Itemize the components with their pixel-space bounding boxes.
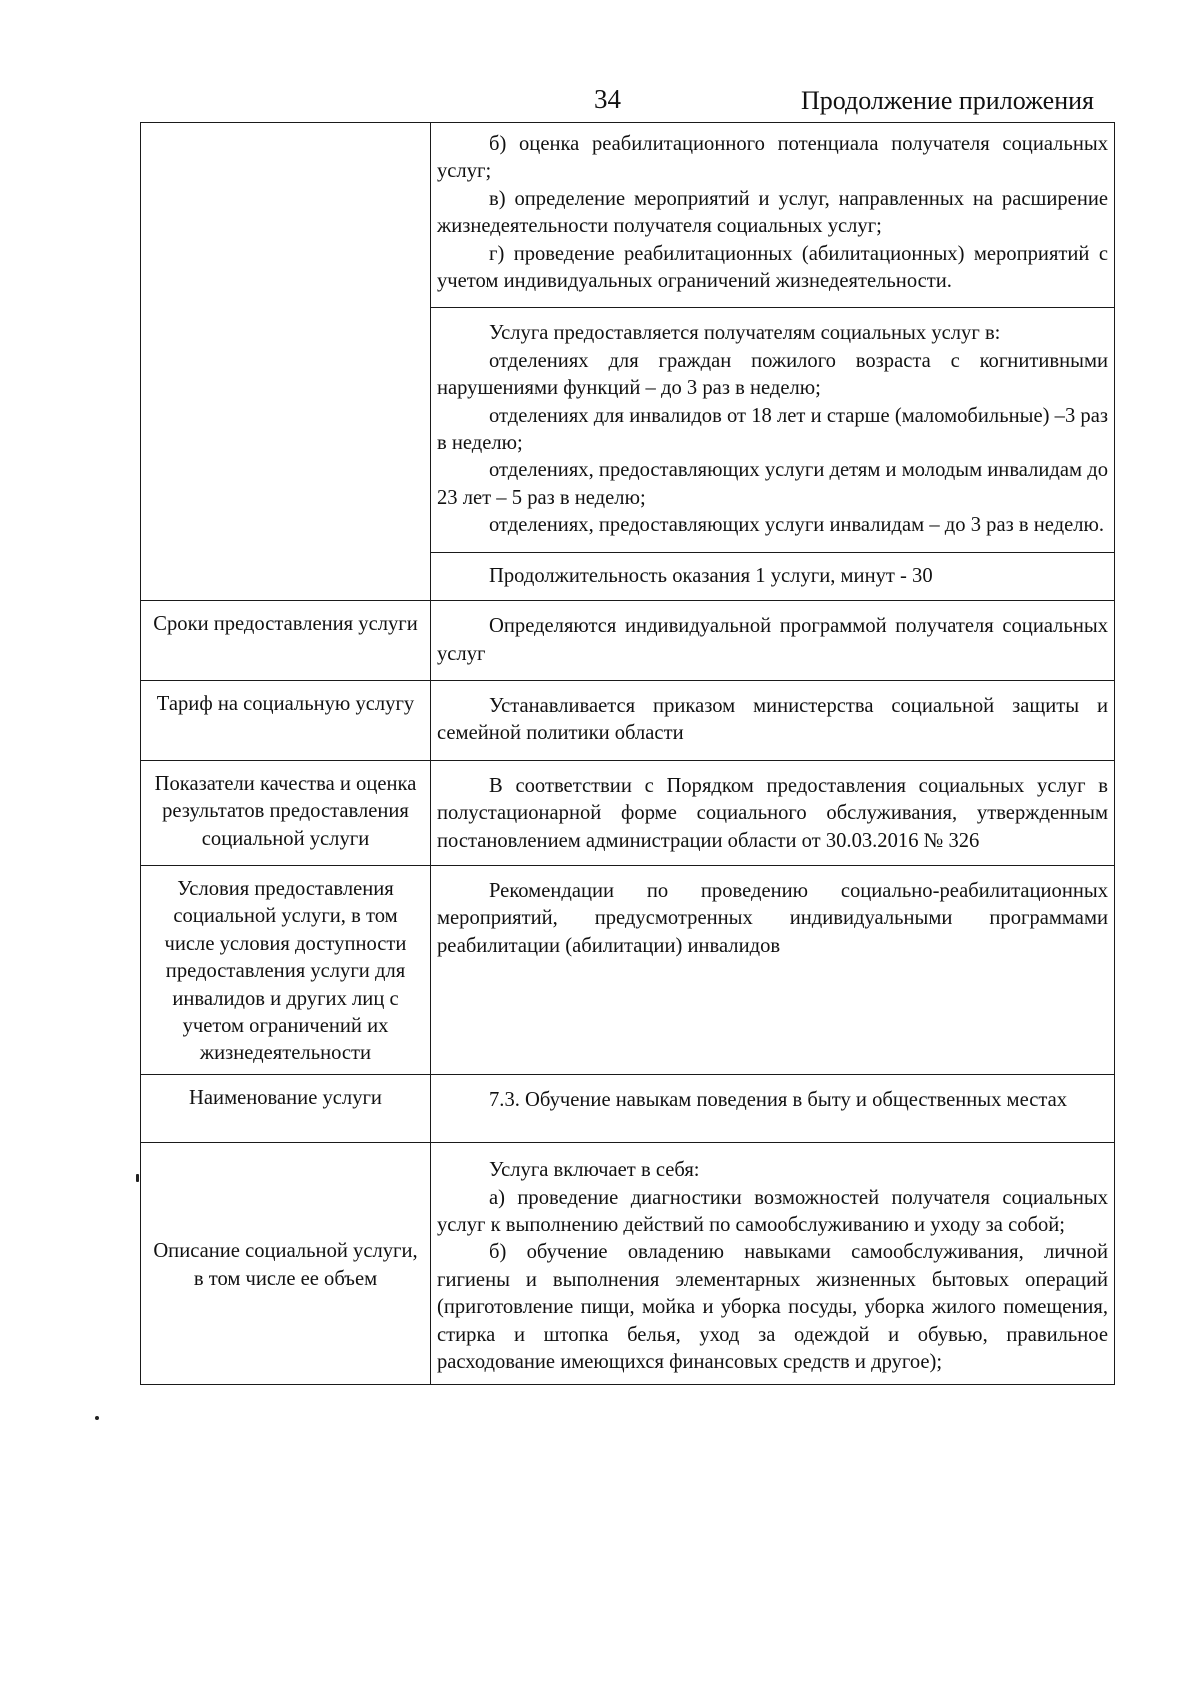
table-row: [141, 123, 1115, 308]
paragraph: отделениях для инвалидов от 18 лет и старше (маломобильные) –3 раз в неделю;: [437, 404, 1108, 455]
duration-cell: [431, 552, 1115, 600]
row-value: [431, 680, 1115, 760]
paragraph: отделениях, предоставляющих услуги инвалидам – до 3 раз в неделю.: [489, 514, 1105, 537]
table-row: [141, 1143, 1115, 1385]
paragraph: г) проведение реабилитационных (абилитационных) мероприятий с учетом индивидуальных ограничений жизнедеятельности.: [437, 242, 1108, 293]
scan-mark: [95, 1416, 99, 1420]
page-number: 34: [594, 84, 621, 114]
paragraph: б) обучение овладению навыками самообслуживания, личной гигиены и выполнения элементарных жизненных бытовых операций (приготовление пищи, мойка и уборка посуды, уборка жилого помещения, стирка и штопка белья, уход за одеждой и обувью, правильное расходование имеющихся финансовых средств и другое);: [437, 1241, 1108, 1374]
row-value: [431, 760, 1115, 865]
row-label: Тариф на социальную услугу: [141, 680, 431, 760]
paragraph: Определяются индивидуальной программой получателя социальных услуг: [437, 615, 1108, 665]
table-row: [141, 680, 1115, 760]
empty-label-cell: [141, 123, 431, 601]
table-row: [141, 760, 1115, 865]
table-row: [141, 865, 1115, 1074]
row-label: Условия предоставления социальной услуги, в том числе условия доступности предоставления услуги для инвалидов и других лиц с учетом ограничений их жизнедеятельности: [141, 865, 431, 1074]
paragraph: б) оценка реабилитационного потенциала получателя социальных услуг;: [437, 133, 1108, 183]
row-value: [431, 865, 1115, 1074]
paragraph: а) проведение диагностики возможностей получателя социальных услуг к выполнению действий по самообслуживанию и уходу за собой;: [437, 1186, 1108, 1236]
paragraph: Рекомендации по проведению социально-реабилитационных мероприятий, предусмотренных индивидуальными программами реабилитации (абилитации) инвалидов: [437, 879, 1108, 957]
row-label: Наименование услуги: [141, 1074, 431, 1142]
paragraph: 7.3. Обучение навыкам поведения в быту и общественных местах: [489, 1088, 1068, 1111]
paragraph: Устанавливается приказом министерства социальной защиты и семейной политики области: [437, 694, 1108, 745]
table-row: [141, 601, 1115, 681]
paragraph: Продолжительность оказания 1 услуги, минут - 30: [489, 564, 933, 587]
row-value: [431, 601, 1115, 681]
scan-mark: [136, 1174, 139, 1182]
paragraph: Услуга предоставляется получателям социальных услуг в:: [489, 322, 1001, 345]
frequency-cell: [431, 308, 1115, 552]
row-value: [431, 1143, 1115, 1385]
paragraph: отделениях, предоставляющих услуги детям и молодым инвалидам до 23 лет – 5 раз в неделю;: [437, 459, 1108, 509]
row-label: Описание социальной услуги, в том числе ее объем: [141, 1143, 431, 1385]
table-row: [141, 1074, 1115, 1142]
paragraph: Услуга включает в себя:: [489, 1159, 700, 1182]
page-caption: Продолжение приложения: [800, 86, 1094, 115]
row-label: Показатели качества и оценка результатов предоставления социальной услуги: [141, 760, 431, 865]
paragraph: отделениях для граждан пожилого возраста с когнитивными нарушениями функций – до 3 раз в неделю;: [437, 349, 1108, 400]
paragraph: в) определение мероприятий и услуг, направленных на расширение жизнедеятельности получателя социальных услуг;: [437, 187, 1108, 238]
row-value: [431, 1074, 1115, 1142]
service-table: [140, 122, 1115, 1385]
row-label: Сроки предоставления услуги: [141, 601, 431, 681]
rehab-items-cell: [431, 123, 1115, 308]
paragraph: В соответствии с Порядком предоставления социальных услуг в полустационарной форме социального обслуживания, утвержденным постановлением администрации области от 30.03.2016 № 326: [437, 774, 1108, 852]
